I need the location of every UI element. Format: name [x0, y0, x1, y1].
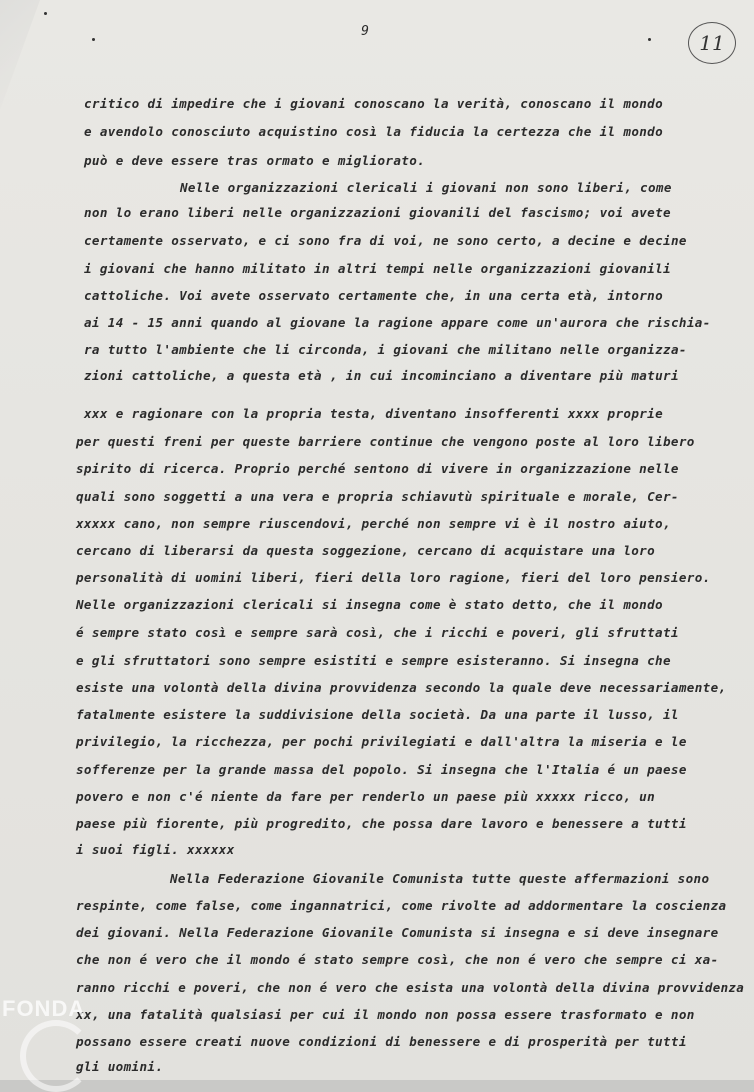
text-line: Nelle organizzazioni clericali si insegna come è stato detto, che il mondo: [76, 597, 663, 612]
text-line: certamente osservato, e ci sono fra di voi, ne sono certo, a decine e decine: [84, 233, 687, 248]
text-line: xxx e ragionare con la propria testa, diventano insofferenti xxxx proprie: [84, 406, 664, 421]
text-line: e avendolo conosciuto acquistino così la fiducia la certezza che il mondo: [84, 124, 664, 139]
text-line: che non é vero che il mondo é stato sempre così, che non é vero che sempre ci xa-: [76, 952, 719, 967]
text-line: povero e non c'é niente da fare per renderlo un paese più xxxxx ricco, un: [76, 789, 656, 804]
text-line: gli uomini.: [76, 1059, 164, 1074]
page-fold-shadow: [0, 0, 40, 110]
text-line: esiste una volontà della divina provvidenza secondo la quale deve necessariamente,: [76, 680, 727, 695]
text-line: per questi freni per queste barriere continue che vengono poste al loro libero: [76, 434, 695, 449]
archive-number: 11: [699, 31, 725, 55]
text-line: personalità di uomini liberi, fieri della loro ragione, fieri del loro pensiero.: [76, 570, 711, 585]
page-number: 9: [361, 24, 369, 39]
text-line: Nelle organizzazioni clericali i giovani non sono liberi, come: [180, 180, 672, 195]
text-line: ranno ricchi e poveri, che non é vero che esista una volontà della divina provvidenza: [76, 980, 745, 995]
text-line: non lo erano liberi nelle organizzazioni giovanili del fascismo; voi avete: [84, 205, 671, 220]
text-line: sofferenze per la grande massa del popolo. Si insegna che l'Italia é un paese: [76, 762, 687, 777]
punch-mark: [44, 12, 47, 15]
text-line: respinte, come false, come ingannatrici, come rivolte ad addormentare la coscienza: [76, 898, 727, 913]
text-line: privilegio, la ricchezza, per pochi privilegiati e dall'altra la miseria e le: [76, 734, 687, 749]
text-line: paese più fiorente, più progredito, che possa dare lavoro e benessere a tutti: [76, 816, 687, 831]
text-line: zioni cattoliche, a questa età , in cui incominciano a diventare più maturi: [84, 368, 679, 383]
text-line: Nella Federazione Giovanile Comunista tutte queste affermazioni sono: [170, 871, 710, 886]
punch-mark: [648, 38, 651, 41]
watermark-text: FONDA: [2, 996, 86, 1021]
text-line: i giovani che hanno militato in altri tempi nelle organizzazioni giovanili: [84, 261, 671, 276]
text-line: quali sono soggetti a una vera e propria schiavutù spirituale e morale, Cer-: [76, 489, 679, 504]
watermark-logo: [20, 1020, 92, 1092]
text-line: i suoi figli. xxxxxx: [76, 842, 235, 857]
text-line: ra tutto l'ambiente che li circonda, i giovani che militano nelle organizza-: [84, 342, 687, 357]
text-line: cercano di liberarsi da questa soggezione, cercano di acquistare una loro: [76, 543, 656, 558]
text-line: possano essere creati nuove condizioni di benessere e di prosperità per tutti: [76, 1034, 687, 1049]
text-line: ai 14 - 15 anni quando al giovane la ragione appare come un'aurora che rischia-: [84, 315, 711, 330]
text-line: e gli sfruttatori sono sempre esistiti e sempre esisteranno. Si insegna che: [76, 653, 671, 668]
text-line: critico di impedire che i giovani conoscano la verità, conoscano il mondo: [84, 96, 664, 111]
archive-number-stamp: [688, 22, 736, 64]
punch-mark: [92, 38, 95, 41]
text-line: fatalmente esistere la suddivisione della società. Da una parte il lusso, il: [76, 707, 679, 722]
text-line: può e deve essere tras ormato e migliorato.: [84, 153, 426, 168]
text-line: é sempre stato così e sempre sarà così, che i ricchi e poveri, gli sfruttati: [76, 625, 679, 640]
text-line: xx, una fatalità qualsiasi per cui il mondo non possa essere trasformato e non: [76, 1007, 695, 1022]
text-line: xxxxx cano, non sempre riuscendovi, perché non sempre vi è il nostro aiuto,: [76, 516, 671, 531]
text-line: dei giovani. Nella Federazione Giovanile Comunista si insegna e si deve insegnare: [76, 925, 719, 940]
text-line: spirito di ricerca. Proprio perché sentono di vivere in organizzazione nelle: [76, 461, 679, 476]
text-line: cattoliche. Voi avete osservato certamente che, in una certa età, intorno: [84, 288, 664, 303]
